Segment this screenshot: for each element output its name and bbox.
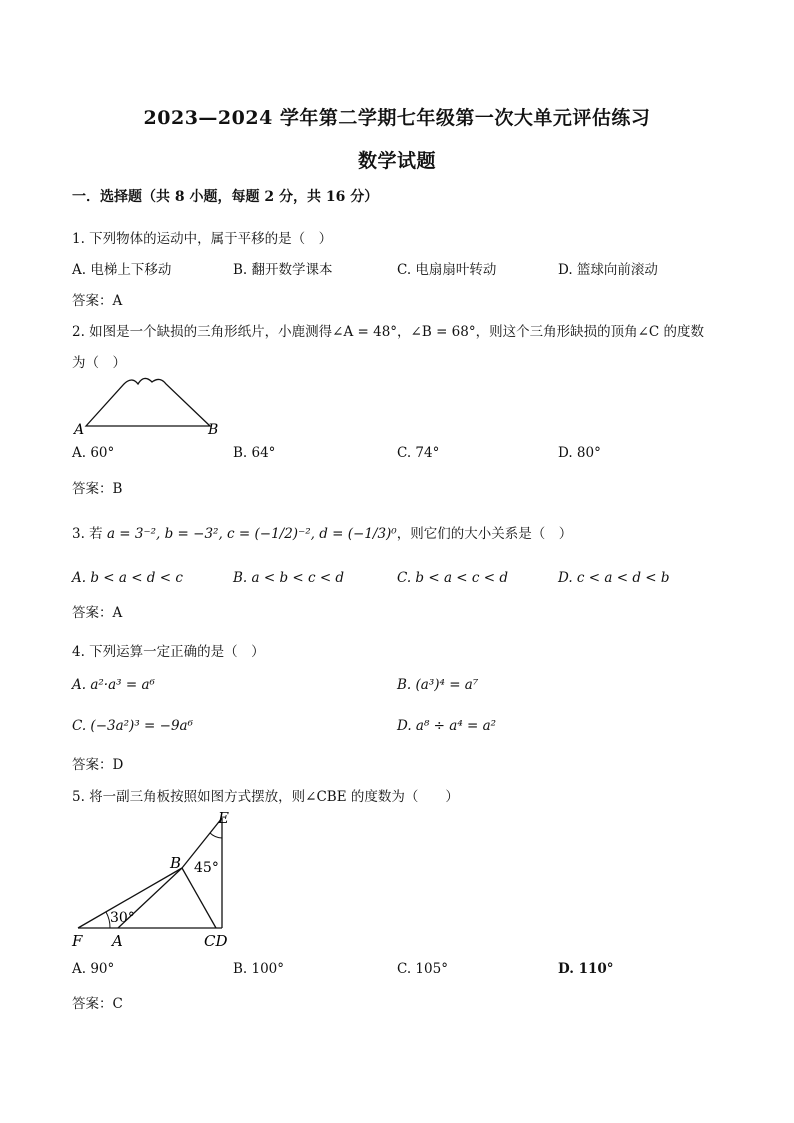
q2-option-b: B. 64° xyxy=(233,445,276,461)
q3-prefix: 3. 若 xyxy=(72,526,103,542)
question-4-stem: 4. 下列运算一定正确的是（ ） xyxy=(72,644,265,660)
question-1-stem: 1. 下列物体的运动中，属于平移的是（ ） xyxy=(72,231,333,247)
q1-answer: 答案：A xyxy=(72,293,123,309)
q5-option-c: C. 105° xyxy=(397,961,448,977)
q4-option-d: D. a⁸ ÷ a⁴ = a² xyxy=(397,718,497,734)
exam-title: 2023—2024 学年第二学期七年级第一次大单元评估练习 xyxy=(143,107,651,129)
exam-subtitle: 数学试题 xyxy=(357,150,436,172)
q2-answer: 答案：B xyxy=(72,481,123,497)
q4-answer: 答案：D xyxy=(72,757,124,773)
question-2-stem-line2: 为（ ） xyxy=(72,355,126,371)
q5-label-e: E xyxy=(218,809,229,827)
q1-option-b: B. 翻开数学课本 xyxy=(233,262,333,278)
q5-figure-triangles xyxy=(66,808,246,953)
q5-label-f: F xyxy=(72,932,83,950)
q2-option-a: A. 60° xyxy=(72,445,115,461)
q3-option-b: B. a < b < c < d xyxy=(233,570,345,586)
q3-formula: a = 3⁻², b = −3², c = (−1/2)⁻², d = (−1/3)⁰ xyxy=(106,526,397,542)
q4-option-c: C. (−3a²)³ = −9a⁶ xyxy=(72,718,193,734)
q1-option-a: A. 电梯上下移动 xyxy=(72,262,172,278)
question-5-stem: 5. 将一副三角板按照如图方式摆放，则∠CBE 的度数为（ ） xyxy=(72,789,459,805)
section-heading: 一．选择题（共 8 小题，每题 2 分，共 16 分） xyxy=(72,189,379,205)
q5-label-cd: CD xyxy=(204,932,228,950)
q1-option-c: C. 电扇扇叶转动 xyxy=(397,262,497,278)
q5-option-a: A. 90° xyxy=(72,961,115,977)
question-2-stem-line1: 2. 如图是一个缺损的三角形纸片，小鹿测得∠A = 48°，∠B = 68°，则这个三角形缺损的顶角∠C 的度数 xyxy=(72,324,705,340)
q3-suffix: ，则它们的大小关系是（ ） xyxy=(396,526,573,542)
q4-option-a: A. a²·a³ = a⁶ xyxy=(72,677,155,693)
q3-option-c: C. b < a < c < d xyxy=(397,570,509,586)
q5-option-b: B. 100° xyxy=(233,961,285,977)
q3-answer: 答案：A xyxy=(72,605,123,621)
q2-figure-torn-triangle xyxy=(70,372,230,438)
q2-label-a: A xyxy=(74,422,85,438)
q5-label-b: B xyxy=(170,854,182,872)
question-3-stem xyxy=(72,522,572,542)
q2-option-d: D. 80° xyxy=(558,445,601,461)
q1-option-d: D. 篮球向前滚动 xyxy=(558,262,658,278)
q5-option-d: D. 110° xyxy=(558,961,614,977)
q5-label-a: A xyxy=(112,932,123,950)
q2-option-c: C. 74° xyxy=(397,445,440,461)
q5-label-30: 30° xyxy=(110,910,135,926)
q2-label-b: B xyxy=(208,422,219,438)
q3-option-a: A. b < a < d < c xyxy=(72,570,183,586)
q5-label-45: 45° xyxy=(194,860,219,876)
q3-option-d: D. c < a < d < b xyxy=(558,570,670,586)
q5-answer: 答案：C xyxy=(72,996,123,1012)
q4-option-b: B. (a³)⁴ = a⁷ xyxy=(397,677,479,693)
